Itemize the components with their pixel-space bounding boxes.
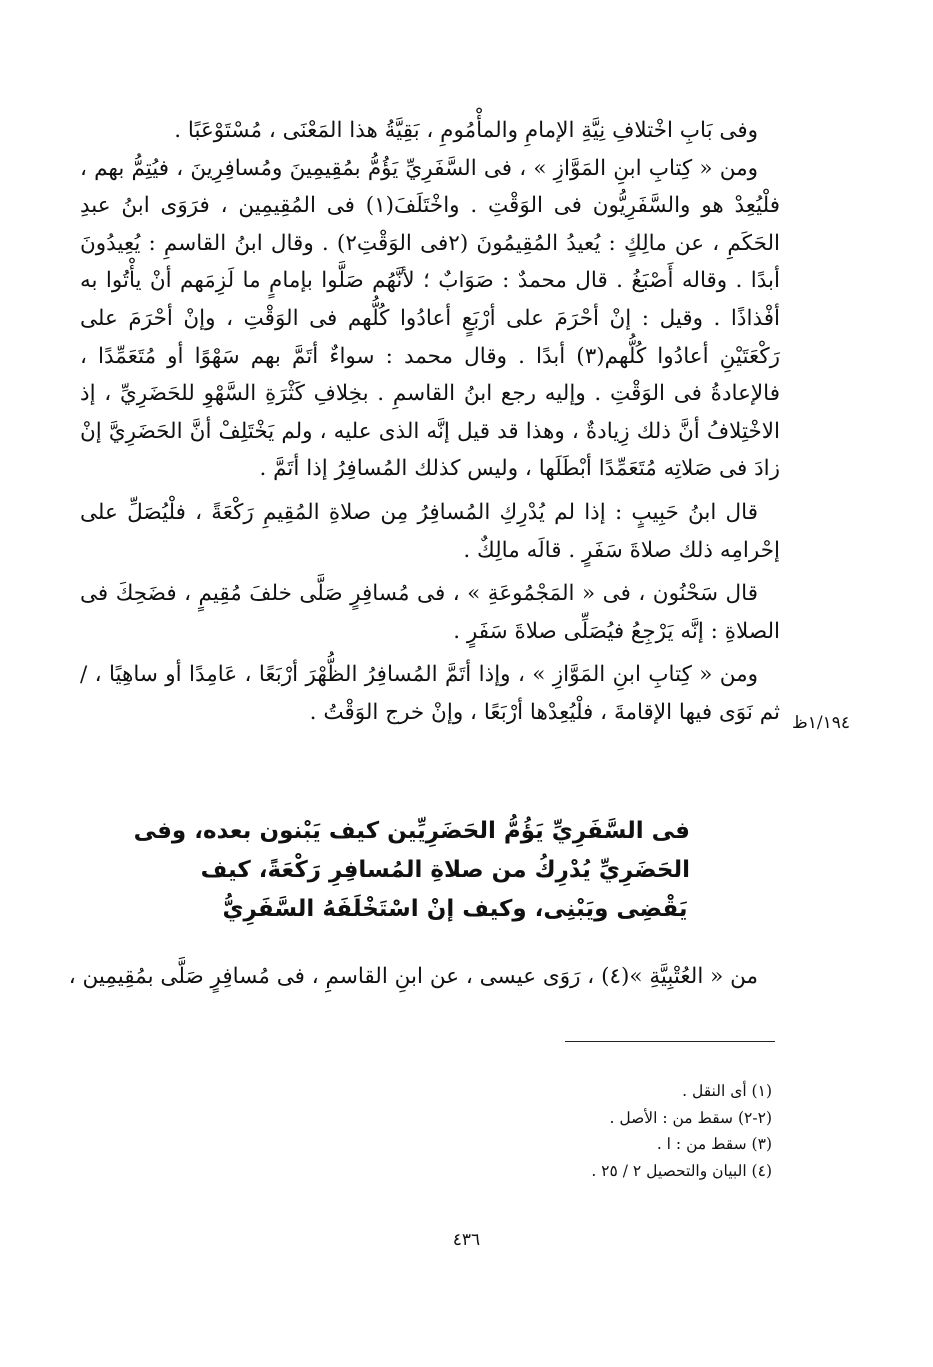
main-text [80,112,780,732]
heading-line-3: يَقْضِى ويَبْنِى، وكيف إنْ اسْتَخْلَفَهُ السَّفَرِيُّ [222,896,688,922]
section-heading [133,812,690,929]
footnote-4: (٤) البيان والتحصيل ٢ / ٢٥ . [591,1161,772,1180]
heading-line-2: الحَضَرِيِّ يُدْرِكُ من صلاةِ المُسافِرِ رَكْعَةً، كيف [200,857,690,883]
footnotes [400,1078,772,1184]
manuscript-folio-note: ١/١٩٤ظ [792,713,850,733]
page-number: ٤٣٦ [452,1230,481,1250]
paragraph-5: ومن « كِتابِ ابنِ المَوَّازِ » ، وإذا أتَمَّ المُسافِرُ الظُّهْرَ أرْبَعًا ، عَامِدًا أو ساهِيًا ، / ثم نَوَى فيها الإقامةَ ، فلْيُعِدْها أرْبَعًا ، وإنْ خرج الوَقْتُ . [80,662,780,725]
footnote-1: (١) أى النقل . [682,1082,772,1100]
paragraph-4: قال سَحْنُون ، فى « المَجْمُوعَةِ » ، فى مُسافِرٍ صَلَّى خلفَ مُقِيمٍ ، فضَحِكَ فى الصلاةِ : إنَّه يَرْجِعُ فيُصَلِّى صلاةَ سَفَرٍ . [80,581,780,644]
heading-line-1: فى السَّفَرِيِّ يَؤُمُّ الحَضَرِيِّين كيف يَبْنون بعده، وفى [133,818,690,844]
footnote-2: (٢-٢) سقط من : الأصل . [609,1108,772,1127]
paragraph-1: وفى بَابِ اخْتلافِ نِيَّةِ الإمامِ والمأْمُومِ ، بَقِيَّةُ هذا المَعْنَى ، مُسْتَوْعَبًا . [174,118,758,143]
footnote-divider [565,1041,775,1042]
paragraph-after-heading: من « العُتْبِيَّةِ »(٤) ، رَوَى عيسى ، عن ابنِ القاسمِ ، فى مُسافِرٍ صَلَّى بمُقِيمِين ، [68,964,758,989]
paragraph-2: ومن « كِتابِ ابنِ المَوَّازِ » ، فى السَّفَرِيِّ يَؤُمُّ بمُقِيمِينَ ومُسافِرِينَ ، فيُتِمُّ بهم ، فلْيُعِدْ هو والسَّفَرِيُّون فى الوَقْتِ . واخْتَلَفَ(١) فى المُقِيمِين ، فرَوَى ابنُ عبدِ الحَكَمِ ، عن مالِكٍ : يُعيدُ المُقِيمُونَ (٢فى الوَقْتِ٢) . وقال ابنُ القاسمِ : يُعِيدُونَ أبدًا . وقاله أَصْبَغُ . قال محمدٌ : صَوَابٌ ؛ لأنَّهُم صَلَّوا بإمامٍ ما لَزِمَهم أنْ يأْتُوا به أفْذاذًا . وقيل : إنْ أحْرَمَ على أرْبَعٍ أعادُوا كُلُّهم فى الوَقْتِ ، وإنْ أحْرَمَ على رَكْعَتَيْنِ أعادُوا كُلُّهم(٣) أبدًا . وقال محمد : سواءٌ أتَمَّ بهم سَهْوًا أو مُتَعَمِّدًا ، فالإعادةُ فى الوَقْتِ . وإليه رجع ابنُ القاسمِ . بخِلافِ كَثْرَةِ السَّهْوِ للحَضَرِيِّ ، إذ الاخْتِلافُ أنَّ ذلك زِيادةٌ ، وهذا قد قيل إنَّه الذى عليه ، ولم يَخْتَلِفْ أنَّ الحَضَرِيَّ إنْ زادَ فى صَلاتِه مُتَعَمِّدًا أبْطَلَها ، وليس كذلك المُسافِرُ إذا أتَمَّ . [80,155,780,482]
footnote-3: (٣) سقط من : ا . [656,1135,772,1153]
paragraph-3: قال ابنُ حَبِيبٍ : إذا لم يُدْرِكِ المُسافِرُ مِن صلاةِ المُقِيمِ رَكْعَةً ، فلْيُصَلِّ على إحْرامِه ذلك صلاةَ سَفَرٍ . قالَه مالِكٌ . [80,499,780,563]
